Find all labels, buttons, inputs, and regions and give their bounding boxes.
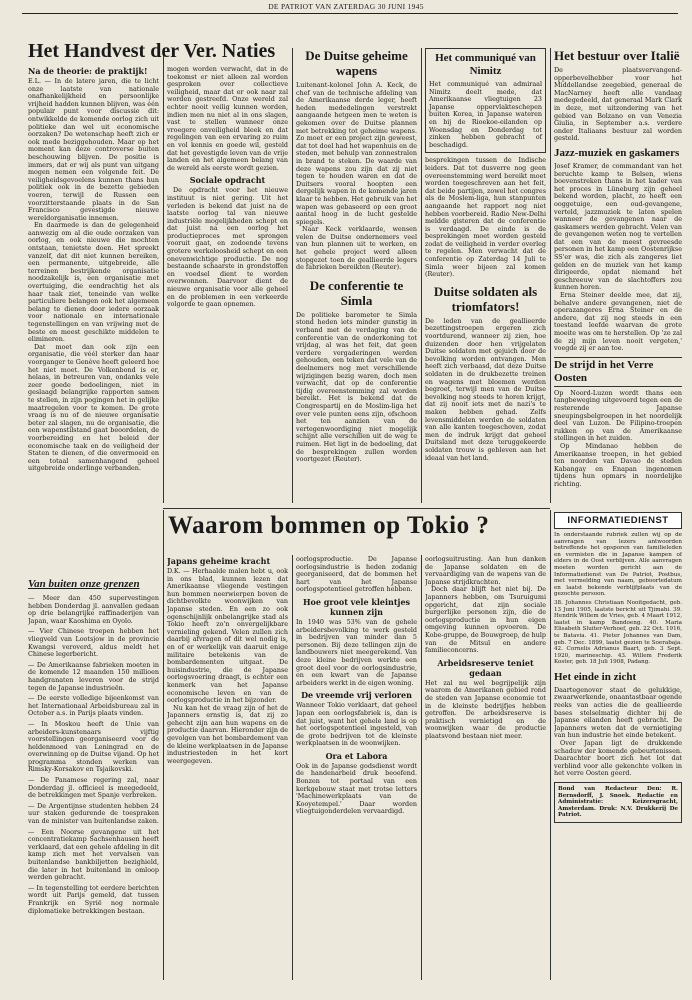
- duitse-wapens-article: [296, 48, 417, 503]
- article-paragraph: Dat moet dan ook zijn een organisatie, die véél sterker dan haar voorganger te Genève heeft geleerd hoe het niet moet. De Volkenbond is er, helaas, in betreuren van, ondanks vele zeer goede bedoelingen, niet in geslaagd belangrijke rapporten samen te stellen, in zijn pogingen het in gelijke maatregelen voor te komen. De grote vraag is nu of de nieuwe organisatie beter zal slagen, nu de organisatie, die een wapenstilstand gaat beoordelen, de voorbereiding en het beleid der economische taak en de veiligheid der Staten te dienen, of die onvermoeid en een totaal samenhangend geheel uitgebreide onderlinge verbanden.: [28, 342, 159, 473]
- column-rule: [421, 48, 422, 503]
- list-item: — De Argentijnse studenten hebben 24 uur staken gedurende de toespraken van de minister van buitenlandse zaken.: [28, 801, 159, 826]
- article-paragraph: En daarmede is dan de gelegenheid aanwezig om al die oude oorzaken van oorlog, en ook nieuwe die mochten ontstaan, tenietste doen. Het spreekt vanzelf, dat dit niet kunnen bereiken, een permanente, uitgebreide, alle terreinen bestrijkende organisatie noodzakelijk is, een organisatie met overtuiging, die eendrachtig het als haar taak ziet, teneinde van welke particuliere belangen ook het algemeen belang te dienen door iedere oorzaak voor nationale en internationale tegenstellingen en van vrijwing met de beste en meest geschikte middelen te elimineren.: [28, 221, 159, 344]
- article-paragraph: Doch daar blijft het niet bij. De Japanners hebben, om Tsuruigumi opgericht, dat zijn sociale burgerlijke personen zijn, die de oorlogsproductie in hun eigen omgeving kunnen opvoeren. De Kobe-gruppe, de Bouwgroep, de hulp van de Mitsuï en andere familieconcerns.: [425, 585, 546, 655]
- article-paragraph: mogen worden verwacht, dat in de toekomst er niet alleen zal worden gesproken over collectieve veiligheid, maar dat er ook naar zal worden gestreefd. Onze wereld zal echter nooit veilig kunnen worden, indien men nu niet al in ons slagen, vast te stellen wanneer onze vroegere onveiligheid bleek en dat regelingen van een ervaring zo ruim en vol kennis en goede wil, gesteld dat het gevestigde leven van de vrije landen en het algemeen belang van de wereld als eerste wordt gezien.: [167, 66, 288, 172]
- section-subhead: Sociale opdracht: [189, 175, 266, 186]
- column-rule: [421, 555, 422, 980]
- article-paragraph: oorlogsproductie. De Japanse oorlogsindustrie is heden zodanig georganiseerd, dat de bommen het hart van het Japanse oorlogspotentieel getroffen hebben.: [296, 556, 417, 594]
- tokio-article-col3: [425, 556, 546, 980]
- article-headline: De conferentie te Simla: [309, 277, 404, 308]
- list-item: — Een Noorse gevangene uit het concentratiekamp Sachsenhausen heeft verklaard, dat een gehele afdeling in dit kamp zich met het vervalsen van buitenlandse bankbiljetten bezighield, die later in het buitenland in omloop werden gebracht.: [28, 827, 159, 882]
- article-paragraph: Het communiqué van admiraal Nimitz deelt mede, dat Amerikaanse vliegtuigen 23 Japanse oppervlakteschepen buiten Korea, in Japanse wateren en bij de Rioekoe-eilanden op Woensdag en Donderdag tot zinken hebben gebracht of beschadigd.: [429, 80, 542, 149]
- column-rule: [163, 510, 164, 980]
- column-rule: [550, 510, 551, 980]
- article-paragraph: Op Noord-Luzon wordt thans een tangbeweging uitgevoerd tegen een de resterende Japanse sneupingsbelgroepen in het noordelijk deel van Luzon. De Filipino-troepen rukken op van de Amerikaanse stellingen in het zuiden.: [554, 388, 682, 443]
- nimitz-box: [425, 48, 546, 153]
- list-item: — In tegenstelling tot eerdere berichten wordt uit Parijs gemeld, dat tussen Frankrijk en Syrië nog normale diplomatieke betrekkingen bestaan.: [28, 883, 159, 915]
- colofon-text: Bond van Redacteur Den: R. Bernsdorff, J. Snoek. Redactie en Administratie: Keizersgracht, Amsterdam. Druk: N.V. Drukkerij De Patriot.: [558, 786, 678, 819]
- article-paragraph: Daartegenover staat de gelukkige, zwaarwerkende, onaantastbaar ogende reeks van acties die de geallieerde bases stelselmatig dichter bij de Japanse eilanden heeft gebracht. De Japanners weten dat de vernietiging van hun industrie het einde betekent.: [554, 685, 682, 740]
- article-paragraph: oorlogsuitrusting. Aan hun danken de Japanse soldaten en de vervaardiging van de wapens van de Japanse strijdkrachten.: [425, 556, 546, 586]
- column-rule: [292, 48, 293, 503]
- article-paragraph: Over Japan ligt de drukkende schaduw der komende gebeurtenissen. Daarachter boort zich het lot dat verblind voor alle gekenchte volken in het verre Oosten geerd.: [554, 739, 682, 778]
- section-subhead: Hoe groot vele kleintjes kunnen zijn: [302, 596, 411, 617]
- article-paragraph: Het zal nu wel begrijpelijk zijn waarom de Amerikanen gebied rond de steden van Japanse economie tot in de kleinste bedrijfjes hebben getroffen. De arbeidsreserve is praktisch vernietigd en de woonwijken waar de productie plaatsvond bestaan niet meer.: [425, 678, 546, 740]
- section-subhead: Arbeidsreserve teniet gedaan: [437, 657, 534, 678]
- column-rule: [292, 555, 293, 980]
- masthead: DE PATRIOT VAN ZATERDAG 30 JUNI 1945: [268, 2, 424, 11]
- top-rule: [22, 13, 678, 14]
- article-paragraph: Erna Steiner deelde mee, dat zij, behalve andere gevangenen, niet de operazangeres Erna Steiner en de andere, dat zij nog steeds in een toestand leefde waarvan de grote moeite was om te herstellen. Op 'ze zal de zij mijn leven nooit vergeten,' voegde zij er aan toe.: [554, 291, 682, 353]
- article-paragraph: besprekingen tussen de Indische leiders. Dat tot dusverre nog geen overeenstemming werd bereikt moet worden toegeschreven aan het feit, dat beide partijen, zowel het congres als de Moslem-liga, hun stanpunten aangaande het rapport nog niet hebben voorbereid. Radio New-Delhi meldde gisteren dat de conferentie is verdaagd. De einde is de besprekingen moet worden gesteld zodat de veiligheid in verder overleg te regelen. Men verwacht dat de conferentie op Zaterdag 14 Juli te Simla weer bijeen zal komen (Reuter).: [425, 156, 546, 279]
- list-item: — De eerste volledige bijeenkomst van het Internationaal Arbeidsbureau zal in October a.s. in Parijs plaats vinden.: [28, 694, 159, 718]
- section-subhead: Ora et Labora: [325, 750, 388, 761]
- article-paragraph: Josef Kramer, de commandant van het beruchte kamp te Belsen, wiens boevenstreken thans in het kader van het proces in Lüneburg zijn geheel bekend worden, placht, zo heeft een ooggetuige, een oud-gevangene, verteld, jazzmuziek te laten spelen wanneer de gevangenen naar de gaskamers werden gebracht. Velen van de gevangenen weten nog te vertellen dat een van de meest gevreesde personen in het kamp een Oostenrijkse SS'er was, die zich als zangeres liet gelden en de muziek van het kamp dirigeerde, opdat niemand het geschreeuw van de slachtoffers zou kunnen horen.: [554, 161, 682, 292]
- nimitz-article: [425, 48, 546, 503]
- article-headline: Het communiqué van Nimitz: [435, 52, 536, 77]
- list-item: — De Panamese regering zal, naar Donderdag jl. officieel is meegedeeld, de betrekkingen met Spanje verbreken.: [28, 776, 159, 800]
- info-paragraph: 38. Johannes Christiaan Nooitgedacht, geb. 13 Juni 1905, laatste bericht uit Tjimahi. 39. Hendrik Willem de Vries, geb. 4 Maart 1912, laatst in kamp Bandoeng. 40. Maria Elisabeth Sluiter-Verhoef, geb. 22 Oct. 1916, te Batavia. 41. Pieter Johannes van Dam, geb. 7 Dec. 1899, laatst gezien te Soerabaja. 42. Cornelis Adrianus Baart, geb. 3 Sept. 1920, marineschip. 43. Willem Frederik Koster, geb. 18 Juli 1908, Padang.: [554, 599, 682, 666]
- tokio-article-col2: [296, 556, 417, 980]
- article-paragraph: Nu kan het de vraag zijn of het de Japanners ernstig is, dat zij zo gehecht zijn aan hun wapens en de productie daarvan. Hieronder zijn de gevolgen van het bombardement van de kleine werkplaatsen in de Japanse industriesteden in het kort weergegeven.: [167, 703, 288, 765]
- right-column-lower: [554, 512, 682, 980]
- article-paragraph: Wanneer Tokio verklaart, dat geheel Japan een oorlogsfabriek is, dan is dat juist, want het gehele land is op het oorlogspotentieel ingesteld, van de grote bedrijven tot de kleinste werkplaatsen in de woonwijken.: [296, 701, 417, 748]
- informatiedienst-header: INFORMATIEDIENST: [554, 512, 682, 529]
- article-headline: Het bestuur over Italië: [554, 48, 680, 63]
- main-article-col2: [167, 66, 288, 504]
- article-headline: Duitse soldaten als triomfators!: [433, 283, 538, 314]
- list-item: — De Amerikaanse fabrieken moeten in de komende 12 maanden 150 millioen handgranaten leveren voor de strijd tegen de Japanse industrieën.: [28, 660, 159, 692]
- article-paragraph: Luitenant-kolonel John A. Keck, de chef van de technische afdeling van de Amerikaanse derde leger, heeft heden mededelingen verstrekt aangaande hetgeen men te weten is gekomen over de Duitse plannen met betrekking tot geheime wapens. Zo moet er een project zijn geweest, dat tot doel had het wapenhuis en de steden, met behulp van zonnestralen in brand te steken. De waarde van deze wapens zou zijn dat zij niet tegen te houden waren en dat de Duitsers vooral hoopten een dergelijk wapen in de komende jaren klaar te hebben. Het gebruik van het wapen was gebaseerd op een groot aantal hoog in de lucht gestelde spiegels.: [296, 81, 417, 226]
- main-headline: Het Handvest der Ver. Naties: [28, 40, 276, 62]
- buitenland-headline: Van buiten onze grenzen: [28, 578, 140, 590]
- article-paragraph: E.L. — In de latere jaren, die te licht onze laatste van nationale onafhankelijkheid en persoonlijke vrijheid hadden kunnen blijven, was één populair punt voor discussie dit: ontwikkelde de komende oorlog zich uit politieke dan wel uit economische oorzaken? De wetenschap heeft zich er ook mede beziggehouden. Maar op het moment kan deze controverse buiten beschouwing blijven. De positie is immers, dat er wij als punt van uitgang mogen nemen een volgende feit. De veiligheidsgevoelens kunnen thans hun politiek ook in de bezette gebieden voeren, terwijl de Russen een voorzitterstaande plaats in de San Francisco gevestigde nieuwe wereldorganisatie innemen.: [28, 77, 159, 222]
- article-headline: De Duitse geheime wapens: [305, 48, 408, 78]
- info-paragraph: In onderstaande rubriek zullen wij op de aanvragen van lezers antwoorden betreffende het opsporen van familieleden en vermisten die in Japanse kampen of elders in de Oost verblijven. Alle aanvragen moeten worden gericht aan de Informatiedienst van De Patriot, Postbus, met vermelding van naam, geboortedatum en laatst bekende verblijfplaats van de gezochte persoon.: [554, 532, 682, 598]
- article-paragraph: De politieke barometer te Simla stond heden iets minder gunstig in verband met de verdaging van de conferentie van de onderkoning tot vrijdag, al was het feit, dat geen verdere vergaderingen werden gehouden, een teken dat vele van de deelnemers nog met verschillende wijzigingen bezig waren, doch men verwacht, dat op de conferentie tijdig overeenstemming zal worden bereikt. Het is bekend dat de Congrespartij en de Moslim-liga het over vele punten eens zijn, ofschoon het ten aanzien van de vertegenwoordiging niet mogelijk schijnt alle verschillen uit de weg te ruimen. Het ligt in de bedoeling, dat de besprekingen zullen worden voortgezet (Reuter).: [296, 310, 417, 464]
- buitenland-column: [28, 576, 159, 980]
- list-item: — Meer dan 450 supervestingen hebben Donderdag jl. aanvallen gedaan op drie belangrijke raffinaderijen van Japan, waar Kaoshima en Oyolo.: [28, 594, 159, 625]
- article-paragraph: Ook in de Japanse godsdienst wordt de handenarbeid druk beoefend. Bonzen tot portaal van een kerkgebouw staat met trotse letters 'Machinewerkplaats van de Kooyetempel.' Daar worden vliegtuigonderdelen vervaardigd.: [296, 761, 417, 816]
- section-subhead: De vreemde vrij verloren: [301, 690, 412, 701]
- article-paragraph: Naar Keck verklaarde, wensen velen de Duitse ondernemers veel van hun plannen uit te werken, en het gehele project werd alleen stopgezet toen de geallieerde legers de fabrieken bereikten (Reuter).: [296, 225, 417, 272]
- article-paragraph: De opdracht voor het nieuwe instituut is niet gering. Uit het verleden is bekend dat juist na de laatste oorlog tal van nieuwe industriële mogelijkheden schept en dat juist na een oorlog het productieproces met sprongen vooruit gaat, en zodoende tevens grotere werkeloosheid schept en een onevenwichtige productie. De nog bestaande schaarste in grondstoffen en voedsel dient te worden overwonnen. Daarvoor dient de nieuwe organisatie voor alle geheel en de problemen in een verkeerde volgorde te gaan opnemen.: [167, 186, 288, 309]
- article-paragraph: De plaatsvervangend-opperbevelhebber voor het Middellandse zeegebied, generaal de MacNarney heeft alle vandaag medegedeeld, dat generaal Mark Clark in deze, met uitzondering van het gebied van Bolzano en van Venezia Giulia, in September a.s. verdere onder Italiaans bestuur zal worden gesteld.: [554, 66, 682, 143]
- article-paragraph: In 1940 was 53% van de gehele arbeidersbevolking te werk gesteld in bedrijven van minder dan 5 personen. Bij deze tellingen zijn de landbouwers niet meegerekend. Van deze kleine bedrijven werkte een groot deel voor de oorlogsindustrie, en een kwart van de Japanse arbeiders werkt in de eigen woning.: [296, 617, 417, 687]
- article-paragraph: De leden van de geallieerde bezettingstroepen ergeren zich voortdurend, wanneer zij zien, hoe duizenden door hen vrijgelaten Duitse soldaten met gejuich door de bevolking worden ontvangen. Men heeft zich verbaasd, dat deze Duitse soldaten in de drukbezette treinen en wagens met bloemen werden begroet, terwijl men van de Duitse bevolking nog steeds te horen krijgt, dat zij nooit iets met de nazi's te maken hebben gehad. Zelfs levensmiddelen werden de soldaten van alle kanten toegeschoven, zodat men de indruk krijgt dat geheel Duitsland met deze teruggekeerde soldaten trouw is gebleven aan het ideaal van het land.: [425, 316, 546, 462]
- section-rule: [163, 508, 550, 509]
- tokio-headline: Waarom bommen op Tokio ?: [168, 512, 490, 539]
- right-column-upper: [554, 48, 682, 503]
- main-article-col1: [28, 66, 159, 572]
- tokio-banner: [168, 512, 548, 548]
- article-paragraph: Op Mindanao hebben de Amerikaanse troepen, in het gebied ten noorden van Davao de steden Kabangay en Enapan ingenomen tijdens hun opmars in noordelijke richting.: [554, 441, 682, 488]
- main-subhead: Na de theorie: de praktijk!: [28, 66, 148, 76]
- article-headline: De strijd in het Verre Oosten: [554, 357, 682, 387]
- article-headline: Het einde in zicht: [554, 670, 637, 683]
- list-item: — In Moskou heeft de Unie van arbeiders-kunstenaars vijftig voorstellingen georganiseerd voor de heldenmoed van Leningrad en de overwinning op de Duitse vijand. Op het programma stonden werken van Rimsky-Korsakov en Tsjaikovski.: [28, 719, 159, 774]
- column-rule: [163, 48, 164, 503]
- section-subhead: Japans geheime kracht: [167, 556, 271, 566]
- column-rule: [550, 48, 551, 503]
- tokio-article-col1: [167, 556, 288, 980]
- list-item: — Vier Chinese troepen hebben het vliegveld van Lootsjow in de provincie Kwangsi veroverd, aldus meldt het Chinese legerbericht.: [28, 627, 159, 659]
- colofon-box: [554, 782, 682, 823]
- article-paragraph: D.K. — Herhaalde malen hebt u, ook in ons blad, kunnen lezen dat Amerikaanse vliegende vestingen hun bommen neerwierpen boven de dichtbevolkte woonwijken van Japanse steden. En een zo ook ogenschijnlijk onbelangrijke stad als Tokio heeft zo'n onvergelijkbare vernieling gekend. Velen zullen zich daarbij afvragen of dit wel nodig is, en of er werkelijk van daaruit enige militaire betekenis van de bombardementen uitgaat. De huisindustrie, die de Japanse oorlogsvoering draagt, is echter een kenmerk van het Japanse economische leven en van de oorlogsproductie in het bijzonder.: [167, 567, 288, 705]
- main-article-header: [28, 40, 286, 62]
- article-headline: Jazz-muziek en gaskamers: [554, 146, 680, 159]
- buitenland-list: [28, 595, 159, 915]
